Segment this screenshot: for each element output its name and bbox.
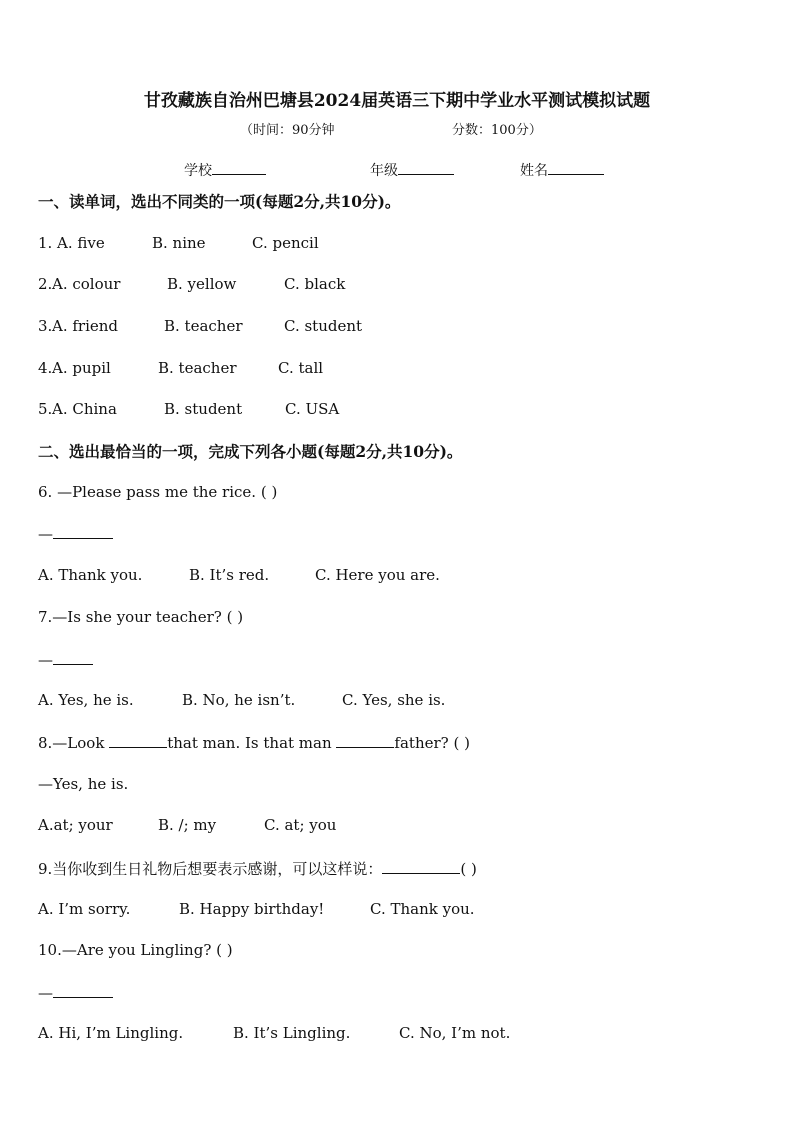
- option-c[interactable]: C. student: [284, 317, 363, 335]
- option-b[interactable]: B. teacher: [164, 317, 243, 335]
- answer-blank[interactable]: [53, 650, 93, 665]
- option-b[interactable]: B. It’s red.: [189, 566, 270, 584]
- reply-line: —Yes, he is.: [38, 775, 129, 793]
- stem-text: 9.当你收到生日礼物后想要表示感谢，可以这样说：: [38, 860, 383, 878]
- stem-part-3: father? ( ): [394, 734, 470, 752]
- option-a[interactable]: A. China: [52, 400, 117, 418]
- option-c[interactable]: C. pencil: [252, 234, 319, 252]
- answer-blank[interactable]: [382, 859, 460, 874]
- option-b[interactable]: B. /; my: [158, 816, 217, 834]
- question-number: 1.: [38, 234, 53, 252]
- option-a[interactable]: A. Yes, he is.: [38, 691, 134, 709]
- answer-blank[interactable]: [53, 524, 113, 539]
- option-c[interactable]: C. at; you: [264, 816, 337, 834]
- option-a[interactable]: A. I’m sorry.: [38, 900, 131, 918]
- option-b[interactable]: B. No, he isn’t.: [182, 691, 296, 709]
- grade-blank[interactable]: [398, 160, 454, 175]
- answer-paren: ( ): [460, 860, 477, 878]
- option-a[interactable]: A. pupil: [52, 359, 111, 377]
- question-number: 2.: [38, 275, 53, 293]
- question-number: 3.: [38, 317, 53, 335]
- option-a[interactable]: A. colour: [52, 275, 121, 293]
- option-c[interactable]: C. tall: [278, 359, 324, 377]
- question-stem: [38, 733, 470, 752]
- reply-dash: —: [38, 651, 53, 669]
- question-number: 4.: [38, 359, 53, 377]
- page-title: 甘孜藏族自治州巴塘县2024届英语三下期中学业水平测试模拟试题: [143, 91, 651, 111]
- option-b[interactable]: B. Happy birthday!: [179, 900, 325, 918]
- grade-field[interactable]: [370, 160, 454, 180]
- name-label: 姓名: [520, 163, 548, 179]
- option-a[interactable]: A. Hi, I’m Lingling.: [38, 1024, 184, 1042]
- stem-part-2: that man. Is that man: [167, 734, 337, 752]
- grade-label: 年级: [370, 163, 398, 179]
- answer-line[interactable]: [38, 650, 93, 669]
- option-b[interactable]: B. It’s Lingling.: [233, 1024, 351, 1042]
- option-c[interactable]: C. Yes, she is.: [342, 691, 446, 709]
- section-1-heading: 一、读单词，选出不同类的一项(每题2分,共10分)。: [38, 192, 401, 211]
- option-c[interactable]: C. Thank you.: [370, 900, 475, 918]
- answer-line[interactable]: [38, 524, 113, 543]
- section-2-heading: 二、选出最恰当的一项，完成下列各小题(每题2分,共10分)。: [38, 442, 463, 461]
- question-stem: 10.—Are you Lingling? ( ): [38, 941, 233, 959]
- option-a[interactable]: A. friend: [52, 317, 119, 335]
- stem-part-1: 8.—Look: [38, 734, 110, 752]
- question-stem: 7.—Is she your teacher? ( ): [38, 608, 244, 626]
- exam-score: 分数：100分）: [452, 123, 542, 138]
- name-blank[interactable]: [548, 160, 604, 175]
- question-number: 5.: [38, 400, 53, 418]
- reply-dash: —: [38, 984, 53, 1002]
- option-b[interactable]: B. yellow: [167, 275, 237, 293]
- answer-blank-1[interactable]: [109, 733, 167, 748]
- answer-blank-2[interactable]: [336, 733, 394, 748]
- option-b[interactable]: B. teacher: [158, 359, 237, 377]
- option-c[interactable]: C. Here you are.: [315, 566, 440, 584]
- question-stem: [38, 858, 477, 879]
- question-stem: 6. —Please pass me the rice. ( ): [38, 483, 278, 501]
- reply-dash: —: [38, 525, 53, 543]
- option-b[interactable]: B. student: [164, 400, 243, 418]
- option-a[interactable]: A. Thank you.: [38, 566, 143, 584]
- option-c[interactable]: C. No, I’m not.: [399, 1024, 511, 1042]
- school-field[interactable]: [184, 160, 266, 180]
- school-label: 学校: [184, 163, 212, 179]
- answer-line[interactable]: [38, 983, 113, 1002]
- school-blank[interactable]: [212, 160, 266, 175]
- option-c[interactable]: C. black: [284, 275, 346, 293]
- name-field[interactable]: [520, 160, 604, 180]
- option-a[interactable]: A.at; your: [38, 816, 113, 834]
- exam-time: （时间：90分钟: [240, 123, 335, 138]
- answer-blank[interactable]: [53, 983, 113, 998]
- option-a[interactable]: A. five: [57, 234, 105, 252]
- option-b[interactable]: B. nine: [152, 234, 206, 252]
- option-c[interactable]: C. USA: [285, 400, 340, 418]
